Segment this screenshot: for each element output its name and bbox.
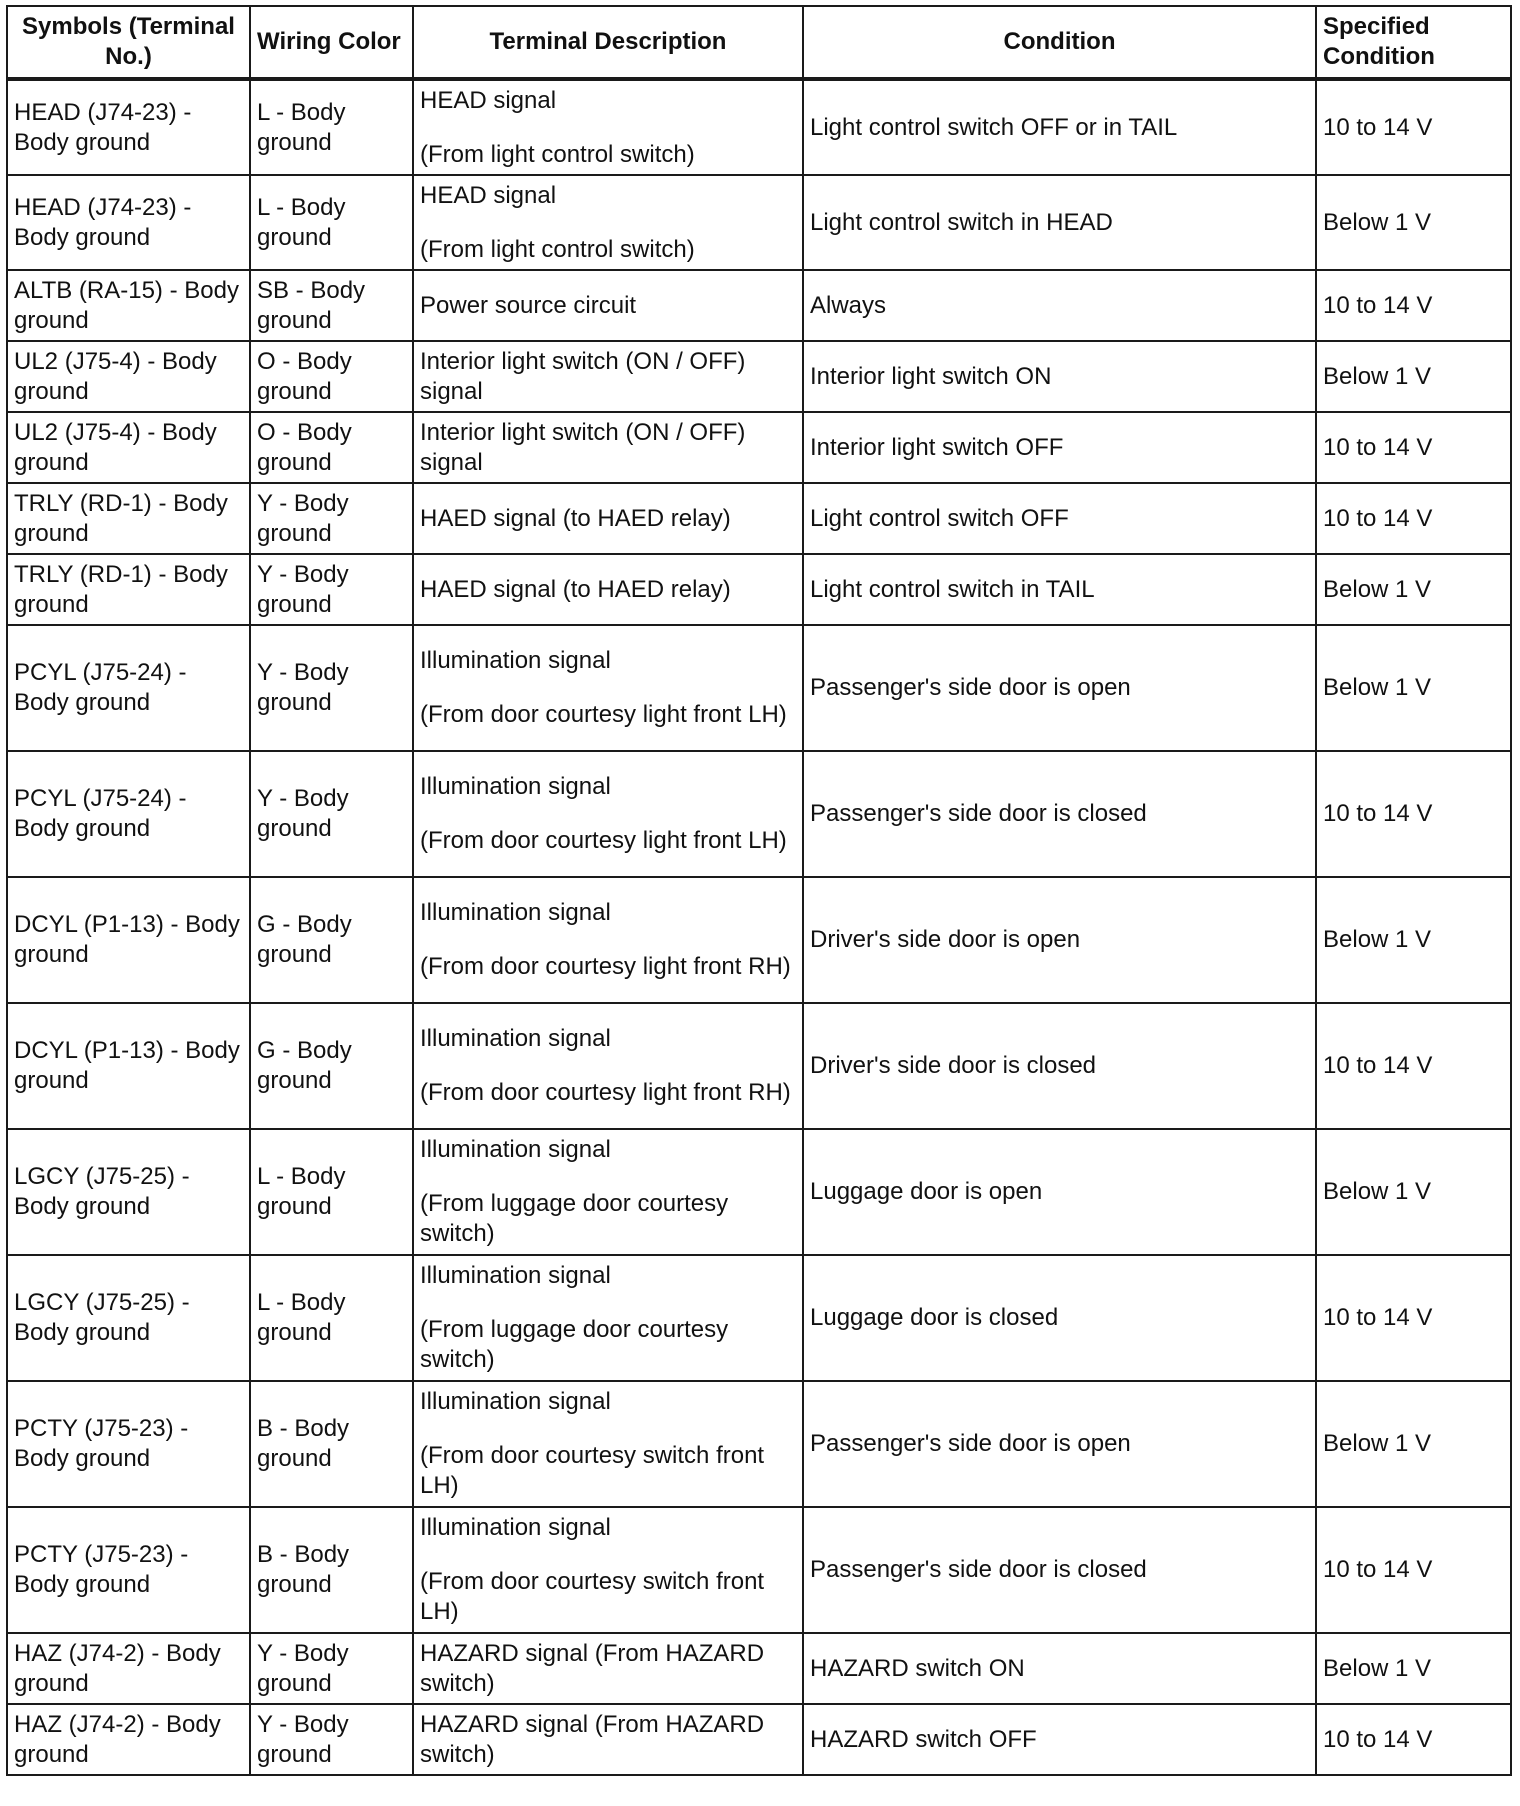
table-row: [7, 270, 1511, 341]
description-source: (From door courtesy switch front LH): [420, 1568, 765, 1625]
cell-wiring-color: L - Body ground: [250, 79, 413, 175]
cell-symbol: TRLY (RD-1) - Body ground: [7, 483, 250, 554]
description-main: Illumination signal: [420, 1025, 611, 1052]
table-row: [7, 175, 1511, 270]
cell-specified-condition: 10 to 14 V: [1316, 751, 1511, 877]
cell-condition: Interior light switch OFF: [803, 412, 1316, 483]
cell-condition: Driver's side door is closed: [803, 1003, 1316, 1129]
cell-terminal-description: [413, 625, 803, 751]
table-row: [7, 79, 1511, 175]
cell-wiring-color: Y - Body ground: [250, 625, 413, 751]
cell-condition: Passenger's side door is closed: [803, 1507, 1316, 1633]
description-main: HEAD signal: [420, 181, 557, 209]
cell-condition: HAZARD switch ON: [803, 1633, 1316, 1704]
description-main: HEAD signal: [420, 86, 557, 114]
cell-terminal-description: HAED signal (to HAED relay): [413, 554, 803, 625]
description-main: Illumination signal: [420, 773, 611, 800]
table-row: [7, 483, 1511, 554]
cell-terminal-description: [413, 175, 803, 270]
cell-symbol: LGCY (J75-25) - Body ground: [7, 1255, 250, 1381]
cell-terminal-description: Power source circuit: [413, 270, 803, 341]
cell-symbol: LGCY (J75-25) - Body ground: [7, 1129, 250, 1255]
cell-condition: Light control switch in TAIL: [803, 554, 1316, 625]
cell-terminal-description: [413, 1003, 803, 1129]
cell-symbol: PCTY (J75-23) - Body ground: [7, 1381, 250, 1507]
cell-wiring-color: L - Body ground: [250, 1129, 413, 1255]
cell-symbol: HEAD (J74-23) - Body ground: [7, 79, 250, 175]
description-source: (From door courtesy light front LH): [420, 827, 787, 854]
description-main: Illumination signal: [420, 1262, 611, 1289]
cell-condition: Interior light switch ON: [803, 341, 1316, 412]
cell-terminal-description: HAZARD signal (From HAZARD switch): [413, 1633, 803, 1704]
cell-symbol: PCTY (J75-23) - Body ground: [7, 1507, 250, 1633]
description-main: Illumination signal: [420, 899, 611, 926]
cell-terminal-description: [413, 751, 803, 877]
table-row: [7, 1255, 1511, 1381]
table-row: [7, 751, 1511, 877]
cell-specified-condition: 10 to 14 V: [1316, 1255, 1511, 1381]
cell-symbol: DCYL (P1-13) - Body ground: [7, 877, 250, 1003]
description-main: Illumination signal: [420, 1388, 611, 1415]
cell-wiring-color: L - Body ground: [250, 175, 413, 270]
cell-terminal-description: HAZARD signal (From HAZARD switch): [413, 1704, 803, 1775]
cell-symbol: UL2 (J75-4) - Body ground: [7, 341, 250, 412]
cell-specified-condition: Below 1 V: [1316, 625, 1511, 751]
cell-terminal-description: [413, 1381, 803, 1507]
cell-wiring-color: G - Body ground: [250, 877, 413, 1003]
table-row: [7, 877, 1511, 1003]
cell-specified-condition: Below 1 V: [1316, 1381, 1511, 1507]
table-row: [7, 554, 1511, 625]
cell-specified-condition: 10 to 14 V: [1316, 79, 1511, 175]
cell-condition: Passenger's side door is open: [803, 1381, 1316, 1507]
cell-symbol: HAZ (J74-2) - Body ground: [7, 1633, 250, 1704]
table-row: [7, 1633, 1511, 1704]
cell-wiring-color: B - Body ground: [250, 1381, 413, 1507]
cell-symbol: PCYL (J75-24) - Body ground: [7, 625, 250, 751]
cell-specified-condition: Below 1 V: [1316, 175, 1511, 270]
cell-specified-condition: Below 1 V: [1316, 554, 1511, 625]
cell-wiring-color: L - Body ground: [250, 1255, 413, 1381]
description-source: (From door courtesy light front LH): [420, 701, 787, 728]
cell-specified-condition: 10 to 14 V: [1316, 270, 1511, 341]
cell-condition: Luggage door is open: [803, 1129, 1316, 1255]
cell-wiring-color: Y - Body ground: [250, 1704, 413, 1775]
cell-terminal-description: [413, 1255, 803, 1381]
description-source: (From door courtesy light front RH): [420, 1079, 791, 1106]
column-header-terminal-description: Terminal Description: [413, 6, 803, 79]
table-row: [7, 341, 1511, 412]
table-row: [7, 1381, 1511, 1507]
cell-wiring-color: Y - Body ground: [250, 1633, 413, 1704]
table-row: [7, 625, 1511, 751]
cell-terminal-description: [413, 1129, 803, 1255]
column-header-wiring-color: Wiring Color: [250, 6, 413, 79]
cell-specified-condition: 10 to 14 V: [1316, 483, 1511, 554]
table-row: [7, 412, 1511, 483]
description-source: (From luggage door courtesy switch): [420, 1316, 729, 1373]
cell-symbol: ALTB (RA-15) - Body ground: [7, 270, 250, 341]
table-body: [7, 79, 1511, 1775]
cell-condition: HAZARD switch OFF: [803, 1704, 1316, 1775]
description-source: (From luggage door courtesy switch): [420, 1190, 729, 1247]
description-main: Illumination signal: [420, 1514, 611, 1541]
description-source: (From door courtesy switch front LH): [420, 1442, 765, 1499]
description-source: (From door courtesy light front RH): [420, 953, 791, 980]
table-row: [7, 1507, 1511, 1633]
terminal-spec-table-container: [6, 5, 1510, 1776]
cell-symbol: HEAD (J74-23) - Body ground: [7, 175, 250, 270]
column-header-condition: Condition: [803, 6, 1316, 79]
cell-wiring-color: O - Body ground: [250, 412, 413, 483]
cell-condition: Light control switch in HEAD: [803, 175, 1316, 270]
cell-wiring-color: Y - Body ground: [250, 483, 413, 554]
cell-symbol: PCYL (J75-24) - Body ground: [7, 751, 250, 877]
cell-condition: Light control switch OFF: [803, 483, 1316, 554]
cell-specified-condition: Below 1 V: [1316, 1633, 1511, 1704]
cell-specified-condition: 10 to 14 V: [1316, 1704, 1511, 1775]
cell-terminal-description: Interior light switch (ON / OFF) signal: [413, 412, 803, 483]
cell-terminal-description: HAED signal (to HAED relay): [413, 483, 803, 554]
terminal-spec-table: [6, 5, 1512, 1776]
cell-wiring-color: Y - Body ground: [250, 554, 413, 625]
cell-condition: Driver's side door is open: [803, 877, 1316, 1003]
description-source: (From light control switch): [420, 140, 695, 168]
cell-wiring-color: O - Body ground: [250, 341, 413, 412]
cell-condition: Passenger's side door is closed: [803, 751, 1316, 877]
column-header-specified-condition: Specified Condition: [1316, 6, 1511, 79]
cell-condition: Passenger's side door is open: [803, 625, 1316, 751]
cell-condition: Light control switch OFF or in TAIL: [803, 79, 1316, 175]
cell-specified-condition: Below 1 V: [1316, 877, 1511, 1003]
cell-terminal-description: [413, 1507, 803, 1633]
description-main: Illumination signal: [420, 647, 611, 674]
cell-condition: Luggage door is closed: [803, 1255, 1316, 1381]
cell-specified-condition: 10 to 14 V: [1316, 412, 1511, 483]
cell-specified-condition: Below 1 V: [1316, 341, 1511, 412]
cell-terminal-description: [413, 877, 803, 1003]
table-header-row: [7, 6, 1511, 79]
cell-wiring-color: SB - Body ground: [250, 270, 413, 341]
cell-terminal-description: [413, 79, 803, 175]
cell-specified-condition: Below 1 V: [1316, 1129, 1511, 1255]
cell-condition: Always: [803, 270, 1316, 341]
column-header-symbols: Symbols (Terminal No.): [7, 6, 250, 79]
table-row: [7, 1003, 1511, 1129]
cell-wiring-color: G - Body ground: [250, 1003, 413, 1129]
cell-symbol: HAZ (J74-2) - Body ground: [7, 1704, 250, 1775]
table-row: [7, 1129, 1511, 1255]
cell-symbol: UL2 (J75-4) - Body ground: [7, 412, 250, 483]
description-main: Illumination signal: [420, 1136, 611, 1163]
cell-wiring-color: B - Body ground: [250, 1507, 413, 1633]
cell-symbol: TRLY (RD-1) - Body ground: [7, 554, 250, 625]
cell-specified-condition: 10 to 14 V: [1316, 1003, 1511, 1129]
cell-specified-condition: 10 to 14 V: [1316, 1507, 1511, 1633]
table-row: [7, 1704, 1511, 1775]
cell-wiring-color: Y - Body ground: [250, 751, 413, 877]
cell-symbol: DCYL (P1-13) - Body ground: [7, 1003, 250, 1129]
description-source: (From light control switch): [420, 235, 695, 263]
cell-terminal-description: Interior light switch (ON / OFF) signal: [413, 341, 803, 412]
